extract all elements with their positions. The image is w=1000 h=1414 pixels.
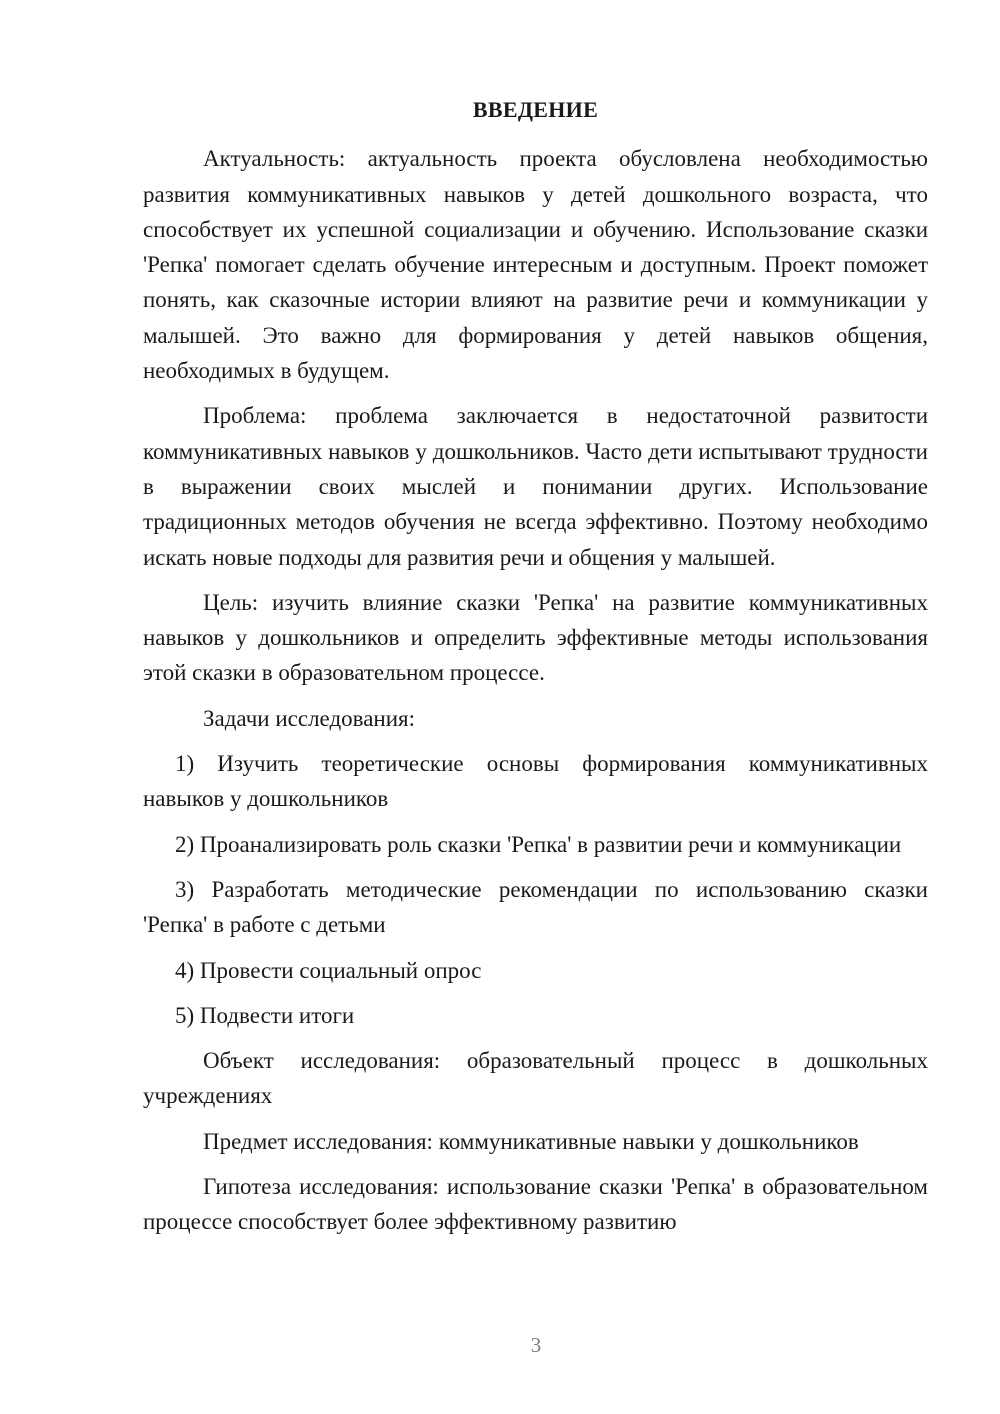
task-item-5: 5) Подвести итоги xyxy=(175,1002,355,1028)
problem-paragraph: Проблема: проблема заключается в недостаточной развитости коммуникативных навыков у дошкольников. Часто дети испытывают трудности в выражении своих мыслей и понимании других. Использование традиционных методов обучения не всегда эффективно. Поэтому необходимо искать новые подходы для развития речи и общения у малышей. xyxy=(143,403,928,570)
task-item-2: 2) Проанализировать роль сказки 'Репка' в развитии речи и коммуникации xyxy=(175,831,902,857)
hypothesis-paragraph: Гипотеза исследования: использование сказки 'Репка' в образовательном процессе способствует более эффективному развитию xyxy=(143,1174,928,1235)
page-title: ВВЕДЕНИЕ xyxy=(472,97,599,122)
task-item-1: 1) Изучить теоретические основы формирования коммуникативных навыков у дошкольников xyxy=(143,751,928,812)
subject-paragraph: Предмет исследования: коммуникативные навыки у дошкольников xyxy=(203,1128,859,1154)
page-number: 3 xyxy=(530,1333,542,1357)
goal-paragraph: Цель: изучить влияние сказки 'Репка' на развитие коммуникативных навыков у дошкольников и определить эффективные методы использования этой сказки в образовательном процессе. xyxy=(143,589,928,686)
page-content xyxy=(143,92,928,1240)
relevance-paragraph: Актуальность: актуальность проекта обусловлена необходимостью развития коммуникативных навыков у детей дошкольного возраста, что способствует их успешной социализации и обучению. Использование сказки 'Репка' помогает сделать обучение интересным и доступным. Проект поможет понять, как сказочные истории влияют на развитие речи и коммуникации у малышей. Это важно для формирования у детей навыков общения, необходимых в будущем. xyxy=(143,146,928,384)
tasks-heading: Задачи исследования: xyxy=(203,705,416,731)
object-paragraph: Объект исследования: образовательный процесс в дошкольных учреждениях xyxy=(143,1048,928,1109)
task-item-4: 4) Провести социальный опрос xyxy=(175,957,482,983)
task-item-3: 3) Разработать методические рекомендации по использованию сказки 'Репка' в работе с детьми xyxy=(143,876,928,938)
